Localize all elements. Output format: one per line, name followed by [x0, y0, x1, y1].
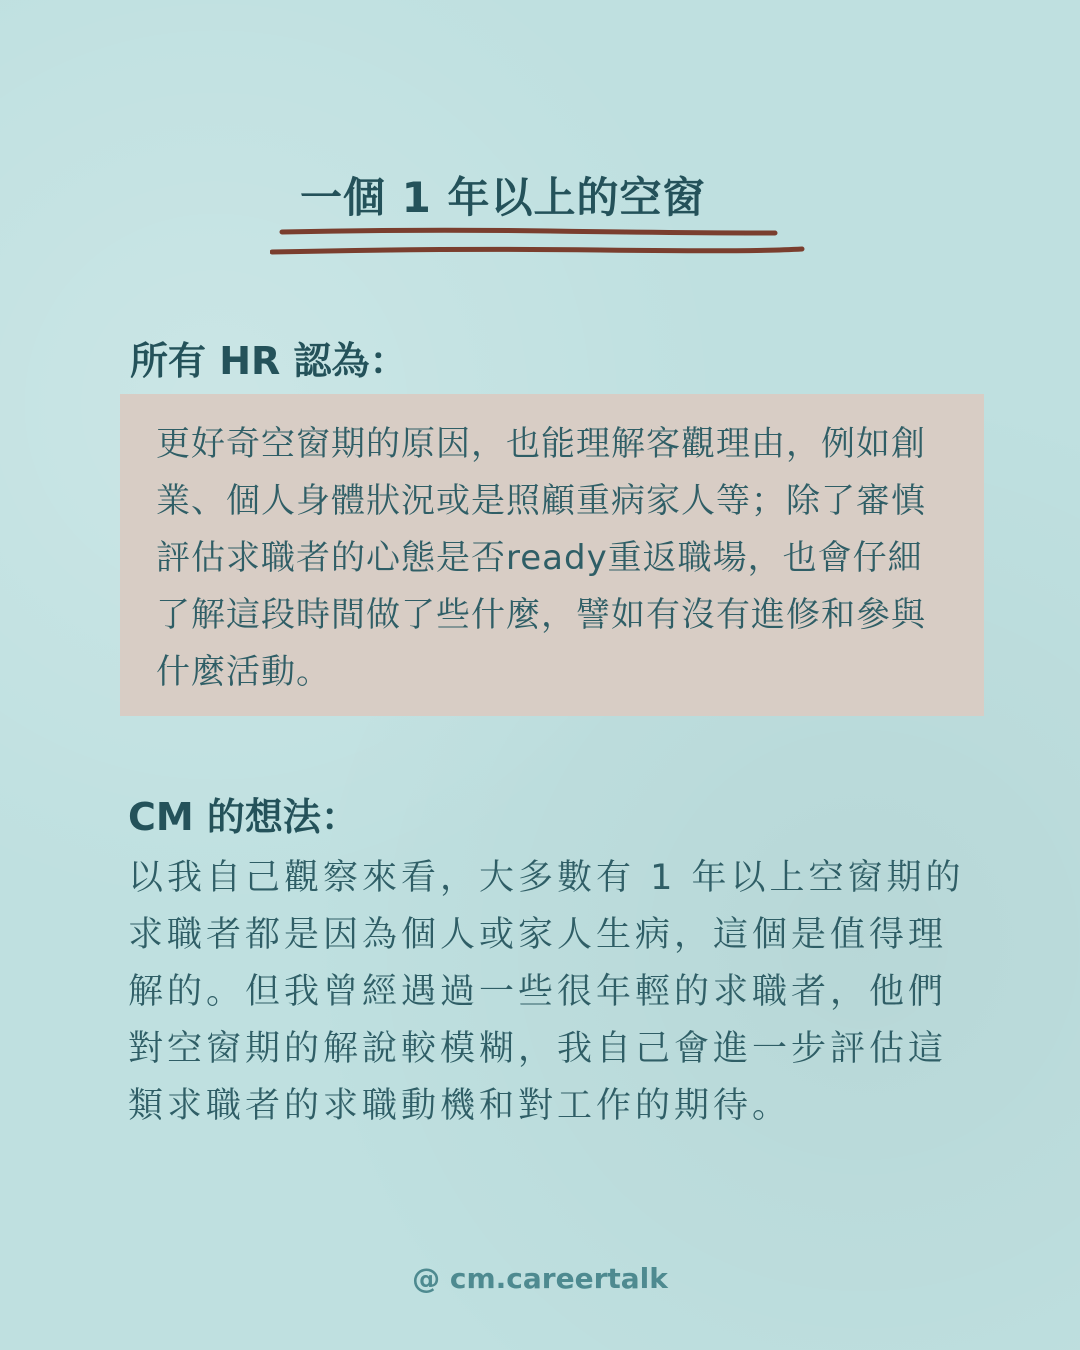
hr-opinion-text: 更好奇空窗期的原因，也能理解客觀理由，例如創業、個人身體狀況或是照顧重病家人等；除了審慎評估求職者的心態是否ready重返職場，也會仔細了解這段時間做了些什麼，譬如有沒有進修和參與什麼活動。 — [156, 424, 926, 692]
account-handle: @ cm.careertalk — [412, 1262, 668, 1295]
cm-opinion-text: 以我自己觀察來看，大多數有 1 年以上空窗期的求職者都是因為個人或家人生病，這個是值得理解的。但我曾經遇過一些很年輕的求職者，他們對空窗期的解說較模糊，我自己會進一步評估這類求職者的求職動機和對工作的期待。 — [128, 858, 965, 1126]
title-underline-decoration — [270, 222, 810, 262]
hr-section-heading: 所有 HR 認為： — [130, 339, 408, 383]
page-title: 一個 1 年以上的空窗 — [300, 173, 706, 222]
hr-opinion-box — [120, 394, 984, 716]
cm-section-heading: CM 的想法： — [128, 795, 359, 839]
